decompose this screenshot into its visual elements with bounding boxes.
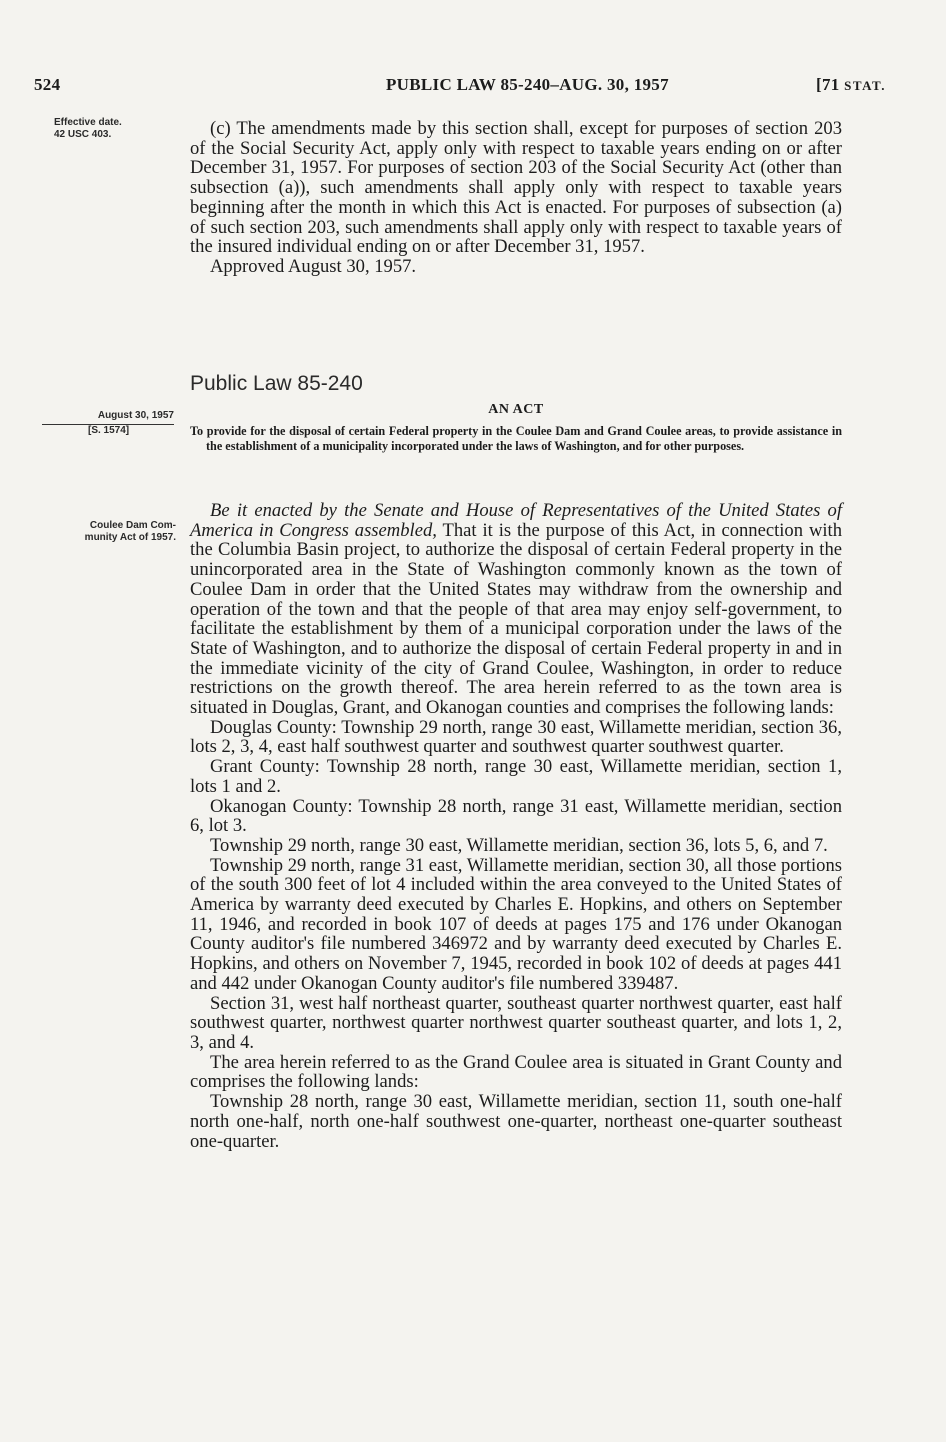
running-title: PUBLIC LAW 85-240–AUG. 30, 1957 [386, 75, 669, 94]
bill-number: [S. 1574] [88, 425, 130, 436]
purpose-paragraph: That it is the purpose of this Act, in connection with the Columbia Basin project, to authorize the disposal of certain Federal property in the unincorporated area in the State of Washington commonly known as the town of Coulee Dam in order that the United States may withdraw from the ownership and operation of the town and that the people of that area may enjoy self-government, to facilitate the establishment by them of a municipal corporation under the laws of the State of Washington, and to authorize the disposal of certain Federal property in and in the immediate vicinity of the city of Grand Coulee, Washington, in order to reduce restrictions on the growth thereof. The area herein referred to as the town area is situated in Douglas, Grant, and Okanogan counties and comprises the following lands: [190, 519, 842, 719]
section-31-paragraph: Section 31, west half northeast quarter, southeast quarter northwest quarter, east half southwest quarter, northwest quarter northwest quarter southeast quarter, and lots 1, 2, 3, and 4. [190, 992, 842, 1053]
margin-note-short-title [28, 520, 176, 544]
running-header [34, 75, 886, 97]
volume-prefix: [71 [816, 75, 845, 94]
township-29-31-paragraph: Township 29 north, range 31 east, Willamette meridian, section 30, all those portions of the south 300 feet of lot 4 included within the area conveyed to the United States of America by warranty deed executed by Charles E. Hopkins, and others on September 11, 1946, and recorded in book 107 of deeds at pages 175 and 176 under Okanogan County auditor's file numbered 346972 and by warranty deed executed by Charles E. Hopkins, and others on November 7, 1945, recorded in book 102 of deeds at pages 441 and 442 under Okanogan County auditor's file numbered 339487. [190, 854, 842, 994]
okanogan-county-paragraph: Okanogan County: Township 28 north, range 31 east, Willamette meridian, section 6, lot 3. [190, 795, 842, 837]
douglas-county-paragraph: Douglas County: Township 29 north, range 30 east, Willamette meridian, section 36, lots 2, 3, 4, east half southwest quarter and southwest quarter southwest quarter. [190, 716, 842, 758]
first-paragraph [190, 501, 842, 718]
short-title-line-1: Coulee Dam Com- [89, 520, 176, 531]
enacting-clause: Be it enacted by the Senate and House of Representatives of the United States of America in Congress assembled, [190, 500, 842, 541]
act-heading: AN ACT [488, 402, 544, 417]
page-number: 524 [34, 75, 61, 94]
township-28-30-paragraph: Township 28 north, range 30 east, Willamette meridian, section 11, south one-half north one-half, north one-half southwest one-quarter, northeast one-quarter southeast one-quarter. [190, 1091, 842, 1152]
effective-date-label: Effective date. [54, 117, 122, 128]
effective-date-citation: 42 USC 403. [54, 129, 112, 140]
act-purpose [190, 424, 842, 454]
short-title-line-2: munity Act of 1957. [84, 532, 176, 543]
approval-line: Approved August 30, 1957. [210, 255, 417, 277]
enacted-text-block [190, 501, 842, 1151]
act-purpose-text: To provide for the disposal of certain Federal property in the Coulee Dam and Grand Coulee areas, to provide assistance in the establishment of a municipality incorporated under the laws of Washington, and for other purposes. [190, 424, 842, 453]
township-29-30-paragraph: Township 29 north, range 30 east, Willamette meridian, section 36, lots 5, 6, and 7. [210, 834, 828, 856]
section-c-text: (c) The amendments made by this section shall, except for purposes of section 203 of the Social Security Act, apply only with respect to taxable years ending on or after December 31, 1957. For purposes of section 203 of the Social Security Act (other than subsection (a)), such amendments shall apply only with respect to taxable years beginning after the month in which this Act is enacted. For purposes of subsection (a) of such section 203, such amendments shall apply only with respect to taxable years of the insured individual ending on or after December 31, 1957. [190, 118, 842, 258]
grant-county-paragraph: Grant County: Township 28 north, range 30 east, Willamette meridian, section 1, lots 1 and 2. [190, 756, 842, 797]
public-law-title: Public Law 85-240 [190, 372, 363, 395]
section-c-block [190, 119, 842, 277]
grand-coulee-area-paragraph: The area herein referred to as the Grand Coulee area is situated in Grant County and comprises the following lands: [190, 1051, 842, 1093]
approval-date: August 30, 1957 [97, 410, 174, 421]
margin-note-effective-date [54, 117, 174, 141]
volume-citation [816, 75, 886, 95]
volume-stat: STAT. [844, 78, 886, 93]
margin-note-approval [34, 410, 174, 437]
